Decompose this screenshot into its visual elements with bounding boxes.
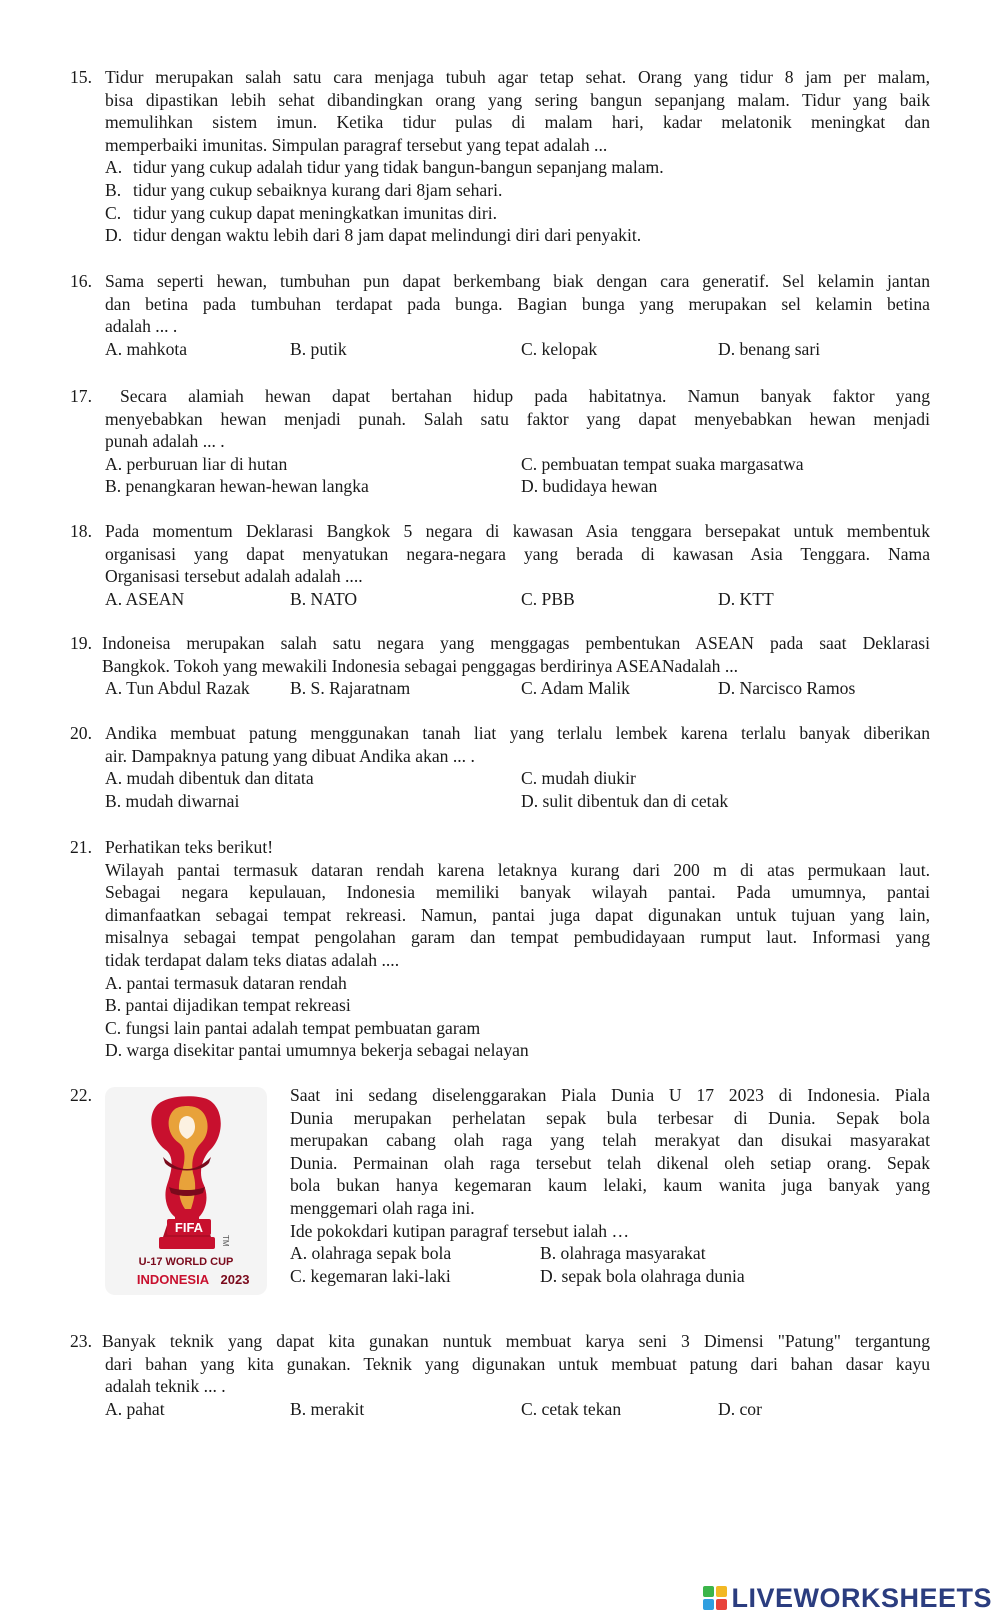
option-d[interactable]: D. budidaya hewan xyxy=(521,476,658,497)
fifa-label: FIFA xyxy=(174,1220,204,1235)
option-c[interactable]: C. fungsi lain pantai adalah tempat pembuatan garam xyxy=(105,1017,481,1038)
question-text-line: menyebabkan hewan menjadi punah. Salah satu faktor yang dapat menyebabkan hewan menjadi xyxy=(105,408,930,429)
question-number: 18. xyxy=(70,521,92,541)
option-c[interactable]: C. kegemaran laki-laki xyxy=(290,1265,451,1286)
question-number: 21. xyxy=(70,837,92,857)
question-text-line: memperbaiki imunitas. Simpulan paragraf tersebut yang tepat adalah ... xyxy=(105,134,608,155)
option-c[interactable]: C. pembuatan tempat suaka margasatwa xyxy=(521,453,804,474)
option-a[interactable]: A. mudah dibentuk dan ditata xyxy=(105,768,314,789)
question-text-line: misalnya sebagai tempat pengolahan garam dan tempat pembudidayaan rumput laut. Informasi yang xyxy=(105,927,930,948)
question-text-line: Andika membuat patung menggunakan tanah liat yang terlalu lembek karena terlalu banyak diberikan xyxy=(105,723,930,743)
brand-name: LIVEWORKSHEETS xyxy=(731,1582,992,1613)
option-a[interactable]: A. perburuan liar di hutan xyxy=(105,453,288,474)
options-row xyxy=(290,1242,930,1265)
option-a[interactable]: A. mahkota xyxy=(105,338,188,359)
option-b[interactable]: B. penangkaran hewan-hewan langka xyxy=(105,476,369,497)
option-d[interactable]: D. Narcisco Ramos xyxy=(718,678,856,699)
logo-country: INDONESIA xyxy=(136,1272,210,1287)
option-a[interactable]: A. Tun Abdul Razak xyxy=(105,678,250,699)
options-row xyxy=(105,767,930,790)
option-a[interactable]: A. ASEAN xyxy=(105,588,185,609)
option-d[interactable]: D. cor xyxy=(718,1398,762,1419)
question-text-line: Sebagai negara kepulauan, Indonesia memiliki banyak wilayah pantai. Pada umumnya, pantai xyxy=(105,882,930,903)
option-b[interactable]: B. olahraga masyarakat xyxy=(540,1243,706,1264)
question-text-line: dimanfaatkan sebagai tempat rekreasi. Namun, pantai juga dapat digunakan untuk tujuan yang lain, xyxy=(105,904,930,925)
question-text-line: adalah ... . xyxy=(105,316,178,337)
question-number: 17. xyxy=(70,386,92,406)
trophy-icon xyxy=(105,1087,267,1295)
question-number: 23. xyxy=(70,1331,92,1351)
option-d[interactable]: D. benang sari xyxy=(718,338,821,359)
option-b[interactable]: B. mudah diwarnai xyxy=(105,790,240,811)
option-b[interactable]: B. putik xyxy=(290,338,347,359)
option-d[interactable]: D. sepak bola olahraga dunia xyxy=(540,1265,745,1286)
options-row xyxy=(102,1398,930,1421)
question-text-line: tidak terdapat dalam teks diatas adalah .... xyxy=(105,949,400,970)
question-text-line: dan betina pada tumbuhan terdapat pada bunga. Bagian bunga yang merupakan sel kelamin betina xyxy=(105,293,930,314)
question-number: 16. xyxy=(70,271,92,291)
question-text-line: bola bukan hanya kegemaran kaum lelaki, kaum wanita juga banyak yang xyxy=(290,1175,930,1196)
liveworksheets-icon xyxy=(703,1586,727,1610)
question-18 xyxy=(70,520,930,610)
options-row xyxy=(102,677,930,700)
option-a[interactable]: A. pahat xyxy=(105,1398,165,1419)
question-text-line: menggemari olah raga ini. xyxy=(290,1197,475,1218)
question-text-line: Dunia merupakan perhelatan sepak bula terbesar di Dunia. Sepak bola xyxy=(290,1107,930,1128)
option-d[interactable]: D. sulit dibentuk dan di cetak xyxy=(521,790,729,811)
question-number: 20. xyxy=(70,723,92,743)
options-row xyxy=(105,453,930,476)
options-row xyxy=(290,1265,930,1288)
question-text-line: Banyak teknik yang dapat kita gunakan nuntuk membuat karya seni 3 Dimensi "Patung" tergantung xyxy=(102,1331,930,1351)
question-text-line: Secara alamiah hewan dapat bertahan hidup pada habitatnya. Namun banyak faktor yang xyxy=(120,386,930,406)
option-a[interactable]: A. olahraga sepak bola xyxy=(290,1243,452,1264)
trademark-label: TM xyxy=(221,1235,230,1247)
question-number: 15. xyxy=(70,67,92,87)
option-a[interactable]: A. tidur yang cukup adalah tidur yang tidak bangun-bangun sepanjang malam. xyxy=(105,157,664,178)
u17-world-cup-logo xyxy=(105,1087,267,1295)
question-text-line: Saat ini sedang diselenggarakan Piala Dunia U 17 2023 di Indonesia. Piala xyxy=(290,1085,930,1105)
question-22 xyxy=(290,1084,930,1287)
question-text-line: Wilayah pantai termasuk dataran rendah karena letaknya kurang dari 200 m di atas permukaan laut. xyxy=(105,859,930,880)
option-d[interactable]: D. warga disekitar pantai umumnya bekerja sebagai nelayan xyxy=(105,1040,529,1061)
option-b[interactable]: B. pantai dijadikan tempat rekreasi xyxy=(105,995,351,1016)
question-text-line: bisa dipastikan lebih sehat dibandingkan orang yang sering bangun sepanjang malam. Tidur yang baik xyxy=(105,89,930,110)
question-21 xyxy=(70,836,930,1062)
option-c[interactable]: C. Adam Malik xyxy=(521,678,630,699)
question-number: 22. xyxy=(70,1085,92,1105)
option-b[interactable]: B. tidur yang cukup sebaiknya kurang dari 8jam sehari. xyxy=(105,179,503,200)
question-text-line: Sama seperti hewan, tumbuhan pun dapat berkembang biak dengan cara generatif. Sel kelamin jantan xyxy=(105,271,930,291)
question-text-line: Bangkok. Tokoh yang mewakili Indonesia sebagai penggagas berdirinya ASEANadalah ... xyxy=(102,655,739,676)
question-text-line: organisasi yang dapat menyatukan negara-negara yang berada di kawasan Asia Tenggara. Nama xyxy=(105,543,930,564)
question-23 xyxy=(70,1330,930,1420)
option-b[interactable]: B. merakit xyxy=(290,1398,365,1419)
logo-line1: U-17 WORLD CUP xyxy=(138,1256,234,1268)
option-c[interactable]: C. tidur yang cukup dapat meningkatkan imunitas diri. xyxy=(105,202,498,223)
question-19 xyxy=(70,632,930,700)
options-row xyxy=(105,475,930,498)
option-c[interactable]: C. kelopak xyxy=(521,338,598,359)
question-text-line: dari bahan yang kita gunakan. Teknik yang digunakan untuk membuat patung dari bahan dasar kayu xyxy=(105,1353,930,1374)
question-text-line: Dunia. Permainan olah raga tersebut telah dikenal oleh setiap orang. Sepak xyxy=(290,1152,930,1173)
option-c[interactable]: C. PBB xyxy=(521,588,575,609)
question-text-line: punah adalah ... . xyxy=(105,431,225,452)
question-text-line: Pada momentum Deklarasi Bangkok 5 negara di kawasan Asia tenggara bersepakat untuk membentuk xyxy=(105,521,930,541)
option-d[interactable]: D. KTT xyxy=(718,588,774,609)
question-20 xyxy=(70,722,930,812)
options-list xyxy=(105,156,930,246)
options-row xyxy=(105,588,930,611)
question-text-line: air. Dampaknya patung yang dibuat Andika akan ... . xyxy=(105,745,475,766)
option-b[interactable]: B. S. Rajaratnam xyxy=(290,678,411,699)
options-row xyxy=(105,790,930,813)
question-17 xyxy=(70,385,930,498)
question-text: Tidur merupakan salah satu cara menjaga tubuh agar tetap sehat. Orang yang tidur 8 jam per malam, xyxy=(105,67,930,87)
option-c[interactable]: C. mudah diukir xyxy=(521,768,636,789)
question-15 xyxy=(70,66,930,247)
question-text-line: memulihkan sistem imun. Ketika tidur pulas di malam hari, kadar melatonik meningkat dan xyxy=(105,112,930,133)
option-d[interactable]: D. tidur dengan waktu lebih dari 8 jam dapat melindungi diri dari penyakit. xyxy=(105,225,642,246)
option-a[interactable]: A. pantai termasuk dataran rendah xyxy=(105,972,347,993)
liveworksheets-logo[interactable] xyxy=(703,1583,992,1613)
question-text-line: Organisasi tersebut adalah adalah .... xyxy=(105,566,363,587)
option-c[interactable]: C. cetak tekan xyxy=(521,1398,622,1419)
question-text-line: merupakan cabang olah raga yang telah merakyat dan disukai masyarakat xyxy=(290,1130,930,1151)
question-number: 19. xyxy=(70,633,92,653)
question-text-line: Indoneisa merupakan salah satu negara yang menggagas pembentukan ASEAN pada saat Deklarasi xyxy=(102,633,930,653)
option-b[interactable]: B. NATO xyxy=(290,588,358,609)
question-text-line: adalah teknik ... . xyxy=(105,1376,226,1397)
options-row xyxy=(105,338,930,361)
question-16 xyxy=(70,270,930,360)
question-intro: Perhatikan teks berikut! xyxy=(105,837,274,857)
question-prompt: Ide pokokdari kutipan paragraf tersebut ialah … xyxy=(290,1220,630,1241)
logo-year: 2023 xyxy=(220,1272,250,1287)
